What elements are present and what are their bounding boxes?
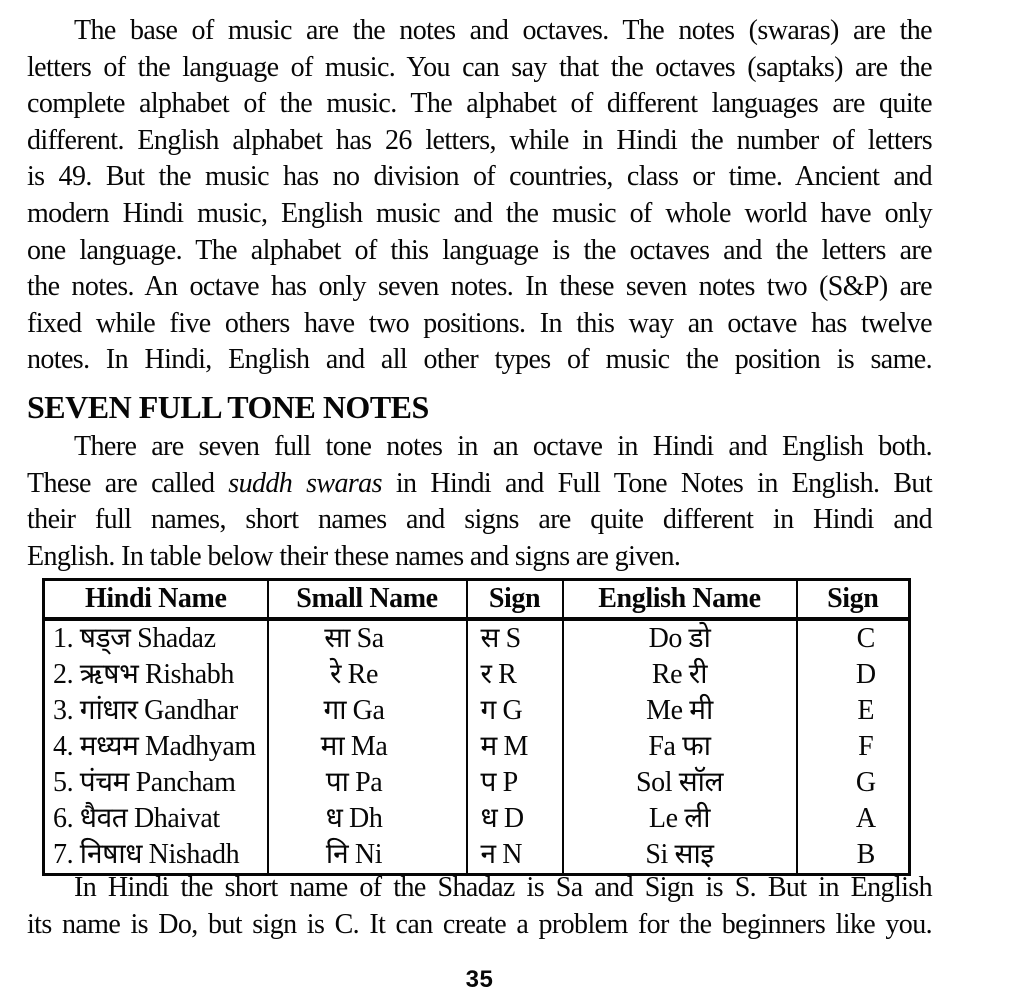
table-cell-hindi-name: 5. पंचम Pancham <box>53 767 236 798</box>
text-line: its name is Do, but sign is C. It can create a problem for the beginners like you. <box>27 908 932 940</box>
section-paragraph <box>27 429 932 575</box>
table-cell-hindi-name: 4. मध्यम Madhyam <box>53 731 256 762</box>
table-cell-english-name: Re री <box>563 657 797 693</box>
table-cell-small-name: सा Sa <box>268 619 467 657</box>
table-cell-english-name: Si साइ <box>563 837 797 875</box>
table-cell-small-name: ध Dh <box>268 801 467 837</box>
notes-table <box>42 578 911 876</box>
column-header-hindi-name: Hindi Name <box>44 580 268 620</box>
text-line: the notes. An octave has only seven notes. In these seven notes two (S&P) are <box>27 271 932 303</box>
italic-term: suddh swaras <box>228 467 382 499</box>
table-cell-english-name: Do डो <box>563 619 797 657</box>
table-cell-sign-english: F <box>797 729 910 765</box>
table-cell-sign-english: D <box>797 657 910 693</box>
text-line: There are seven full tone notes in an octave in Hindi and English both. <box>74 431 932 462</box>
text-line: different. English alphabet has 26 letters, while in Hindi the number of letters <box>27 124 932 156</box>
table-cell-hindi-name: 3. गांधार Gandhar <box>53 695 238 726</box>
table-cell-english-name: Me मी <box>563 693 797 729</box>
table-row <box>44 837 910 875</box>
table-row <box>44 619 910 657</box>
text-line <box>27 466 932 503</box>
text-segment: These are called <box>27 467 229 499</box>
text-line: notes. In Hindi, English and all other types of music the position is same. <box>27 344 932 376</box>
table-cell-small-name: नि Ni <box>268 837 467 875</box>
table-cell-sign-hindi: न N <box>467 837 563 875</box>
table-cell-hindi-name: 1. षड्ज Shadaz <box>53 623 216 654</box>
table-header-row <box>44 580 910 620</box>
table-cell-sign-hindi: ग G <box>467 693 563 729</box>
text-line: their full names, short names and signs are quite different in Hindi and <box>27 504 932 536</box>
table-cell-small-name: पा Pa <box>268 765 467 801</box>
text-line: letters of the language of music. You can say that the octaves (saptaks) are the <box>27 51 932 83</box>
table-cell-sign-english: C <box>797 619 910 657</box>
table-cell-hindi-name: 2. ऋषभ Rishabh <box>53 659 234 690</box>
table-cell-sign-hindi: प P <box>467 765 563 801</box>
table-cell-english-name: Fa फा <box>563 729 797 765</box>
table-row <box>44 765 910 801</box>
text-line: one language. The alphabet of this language is the octaves and the letters are <box>27 234 932 266</box>
text-line: English. In table below their these names and signs are given. <box>27 540 681 572</box>
column-header-sign-hindi: Sign <box>467 580 563 620</box>
table-cell-sign-english: E <box>797 693 910 729</box>
table-row <box>44 657 910 693</box>
section-heading: SEVEN FULL TONE NOTES <box>27 389 429 425</box>
table-cell-hindi-name: 7. निषाध Nishadh <box>53 839 240 870</box>
table-cell-sign-hindi: स S <box>467 619 563 657</box>
text-line: modern Hindi music, English music and the music of whole world have only <box>27 197 932 229</box>
table-cell-sign-english: B <box>797 837 910 875</box>
closing-paragraph <box>27 870 932 943</box>
table-cell-sign-hindi: र R <box>467 657 563 693</box>
table-cell-sign-hindi: ध D <box>467 801 563 837</box>
table-row <box>44 729 910 765</box>
table-cell-small-name: रे Re <box>268 657 467 693</box>
table-cell-sign-english: G <box>797 765 910 801</box>
table-row <box>44 801 910 837</box>
text-segment: in Hindi and Full Tone Notes in English. But <box>381 467 932 499</box>
text-line: The base of music are the notes and octaves. The notes (swaras) are the <box>74 15 932 46</box>
column-header-sign-english: Sign <box>797 580 910 620</box>
table-cell-small-name: गा Ga <box>268 693 467 729</box>
text-line: fixed while five others have two positions. In this way an octave has twelve <box>27 307 932 339</box>
text-line: is 49. But the music has no division of countries, class or time. Ancient and <box>27 161 932 193</box>
intro-paragraph <box>27 13 932 379</box>
table-cell-sign-hindi: म M <box>467 729 563 765</box>
page-number: 35 <box>465 966 494 993</box>
table-cell-english-name: Sol सॉल <box>563 765 797 801</box>
table-cell-english-name: Le ली <box>563 801 797 837</box>
table-cell-small-name: मा Ma <box>268 729 467 765</box>
table-cell-hindi-name: 6. धैवत Dhaivat <box>53 803 220 834</box>
text-line: In Hindi the short name of the Shadaz is Sa and Sign is S. But in English <box>74 872 932 903</box>
table-row <box>44 693 910 729</box>
table-cell-sign-english: A <box>797 801 910 837</box>
column-header-english-name: English Name <box>563 580 797 620</box>
column-header-small-name: Small Name <box>268 580 467 620</box>
text-line: complete alphabet of the music. The alphabet of different languages are quite <box>27 88 932 120</box>
